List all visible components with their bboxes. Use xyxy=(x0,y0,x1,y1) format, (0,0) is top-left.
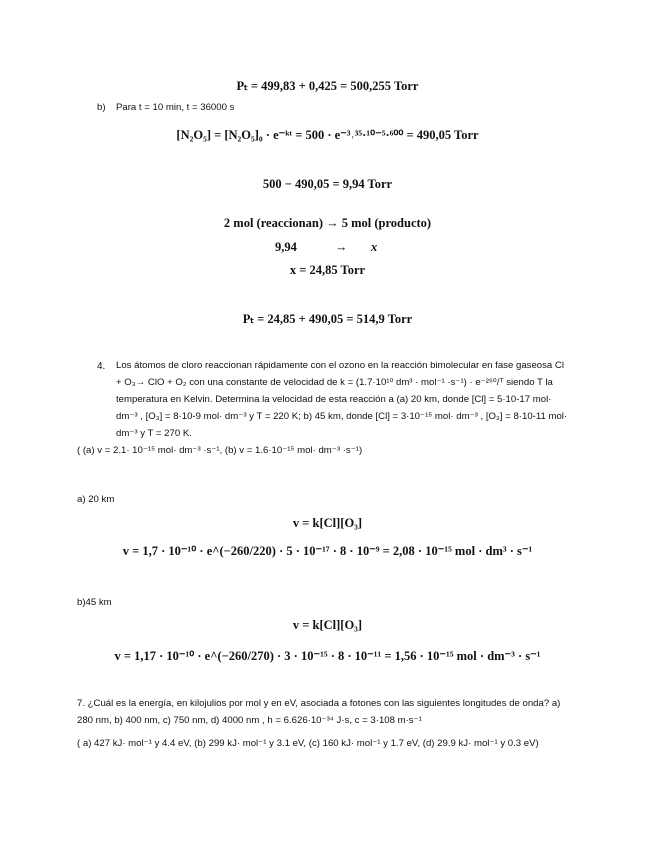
question-4-number: 4. xyxy=(97,361,106,372)
equation-difference: 500 − 490,05 = 9,94 Torr xyxy=(262,177,393,191)
question-7-text: 7. ¿Cuál es la energía, en kilojulios por mol y en eV, asociada a fotones con las siguientes longitudes de onda? a) 280 nm, b) 400 nm, c) 750 nm, d) 4000 nm , h = 6.626·10⁻³⁴ J·s, c = 3·108 m·s⁻¹ xyxy=(77,698,561,726)
question-7-answer: ( a) 427 kJ· mol⁻¹ y 4.4 eV, (b) 299 kJ· mol⁻¹ y 3.1 eV, (c) 160 kJ· mol⁻¹ y 1.7 eV, (d) 29.9 kJ· mol⁻¹ y 0.3 eV) xyxy=(77,738,539,749)
equation-n2o5-concentration: [N₂O₅] = [N₂O₅]₀ · e⁻ᵏᵗ = 500 · e⁻³˒³⁵·¹⁰⁻⁵·⁶⁰⁰ = 490,05 Torr xyxy=(176,128,479,142)
part-a-label: a) 20 km xyxy=(77,494,115,505)
part-b-label: b) xyxy=(97,102,106,113)
equation-total-pressure-2: Pₜ = 24,85 + 490,05 = 514,9 Torr xyxy=(242,312,413,326)
proportion-left: 9,94 xyxy=(275,240,297,254)
equation-rate-a: v = 1,7 · 10⁻¹⁰ · e^(−260/220) · 5 · 10⁻¹⁷ · 8 · 10⁻⁹ = 2,08 · 10⁻¹⁵ mol · dm³ · s⁻¹ xyxy=(122,544,533,558)
question-4-text: Los átomos de cloro reaccionan rápidamente con el ozono en la reacción bimolecular en fase gaseosa Cl + O₃→ ClO + O₂ con una constante de velocidad de k = (1.7·10¹⁰ dm³ · mol⁻¹ ·s⁻¹) · e⁻²⁶⁰/ᵀ siendo T la temperatura en Kelvin. Determina la velocidad de esta reacción a (a) 20 km, donde [Cl] = 5·10-17 mol· dm⁻³ , [O₃] = 8·10-9 mol· dm⁻³ y T = 220 K; b) 45 km, donde [Cl] = 3·10⁻¹⁵ mol· dm⁻³ , [O₃] = 8·10-11 mol· dm⁻³ y T = 270 K. xyxy=(116,360,568,439)
equation-rate-b: v = 1,17 · 10⁻¹⁰ · e^(−260/270) · 3 · 10⁻¹⁵ · 8 · 10⁻¹¹ = 1,56 · 10⁻¹⁵ mol · dm⁻³ · s⁻¹ xyxy=(114,649,541,663)
part-b-45km-label: b)45 km xyxy=(77,597,112,608)
proportion-arrow: → xyxy=(335,240,348,254)
proportion-right: x xyxy=(371,240,378,254)
part-b-text: Para t = 10 min, t = 36000 s xyxy=(116,102,235,113)
equation-total-pressure-1: Pₜ = 499,83 + 0,425 = 500,255 Torr xyxy=(236,79,419,93)
equation-stoichiometry: 2 mol (reaccionan) → 5 mol (producto) xyxy=(223,216,432,230)
equation-rate-law-a: v = k[Cl][O₃] xyxy=(292,516,363,530)
question-4-answer: ( (a) v = 2.1· 10⁻¹⁵ mol· dm⁻³ ·s⁻¹, (b) v = 1.6·10⁻¹⁵ mol· dm⁻³ ·s⁻¹) xyxy=(77,445,363,456)
equation-rate-law-b: v = k[Cl][O₃] xyxy=(292,618,363,632)
equation-x-value: x = 24,85 Torr xyxy=(289,263,366,277)
